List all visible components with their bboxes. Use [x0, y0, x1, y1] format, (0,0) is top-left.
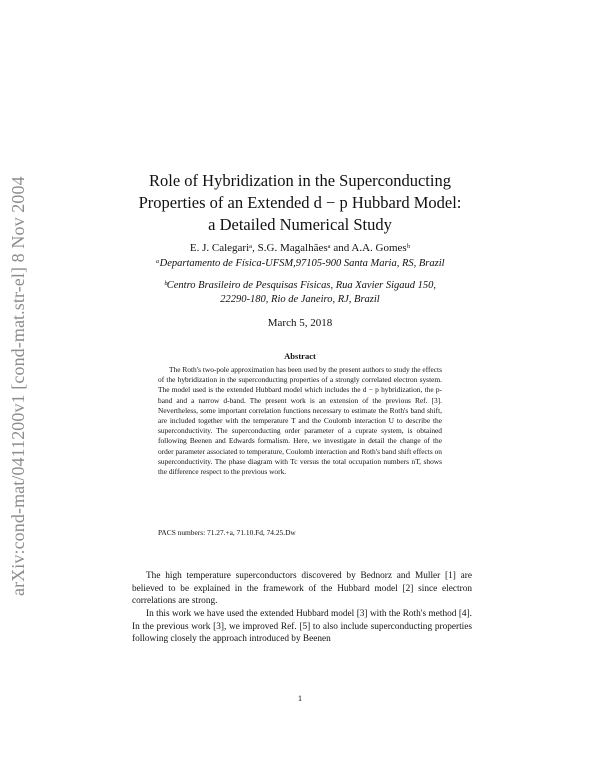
affiliation-b-line-1: ᵇCentro Brasileiro de Pesquisas Físicas, Rua Xavier Sigaud 150, [163, 280, 437, 291]
title-line-2: Properties of an Extended d − p Hubbard Model: [138, 193, 462, 212]
author-list: E. J. Calegariᵃ, S.G. Magalhãesᵃ and A.A. Gomesᵇ [189, 242, 411, 254]
affiliation-b-line-2: 22290-180, Rio de Janeiro, RJ, Brazil [220, 294, 380, 305]
arxiv-identifier: arXiv:cond-mat/0411200v1 [cond-mat.str-el] 8 Nov 2004 [8, 176, 28, 596]
body-paragraph-2: In this work we have used the extended Hubbard model [3] with the Roth's method [4]. In the previous work [3], we improved Ref. [5] to also include superconducting properties following closely the approach introduced by Beenen [132, 609, 472, 645]
title-line-1: Role of Hybridization in the Superconducting [149, 171, 451, 190]
abstract-heading: Abstract [284, 351, 316, 361]
affiliation-a-text: ᵃDepartamento de Física-UFSM,97105-900 Santa Maria, RS, Brazil [155, 258, 445, 269]
paper-date: March 5, 2018 [267, 317, 333, 329]
affiliation-b [100, 279, 500, 307]
title-line-3: a Detailed Numerical Study [208, 215, 392, 234]
abstract-text: The Roth's two-pole approximation has been used by the present authors to study the effects of the hybridization in the superconducting properties of a strongly correlated electron system. The model used is the extended Hubbard model which includes the d − p hybridization, the p-band and a narrow d-band. The present work is an extension of the previous Ref. [3]. Nevertheless, some important correlation functions necessary to estimate the Roth's band shift, are included together with the temperature T and the Coulomb interaction U to describe the superconductivity. The superconducting order parameter of a cuprate system, is obtained following Beenen and Edwards formalism. Here, we investigate in detail the change of the order parameter associated to temperature, Coulomb interaction and Roth's band shift effects on superconductivity. The phase diagram with Tc versus the total occupation numbers nT, shows the difference respect to the previous work. [158, 365, 442, 477]
pacs-numbers: PACS numbers: 71.27.+a, 71.10.Fd, 74.25.Dw [158, 528, 296, 537]
page-number: 1 [297, 693, 303, 703]
body-paragraph-1: The high temperature superconductors discovered by Bednorz and Muller [1] are believed to be explained in the framework of the Hubbard model [2] since electron correlations are strong. [132, 571, 472, 607]
affiliation-a [100, 257, 500, 271]
paper-title [100, 170, 500, 236]
